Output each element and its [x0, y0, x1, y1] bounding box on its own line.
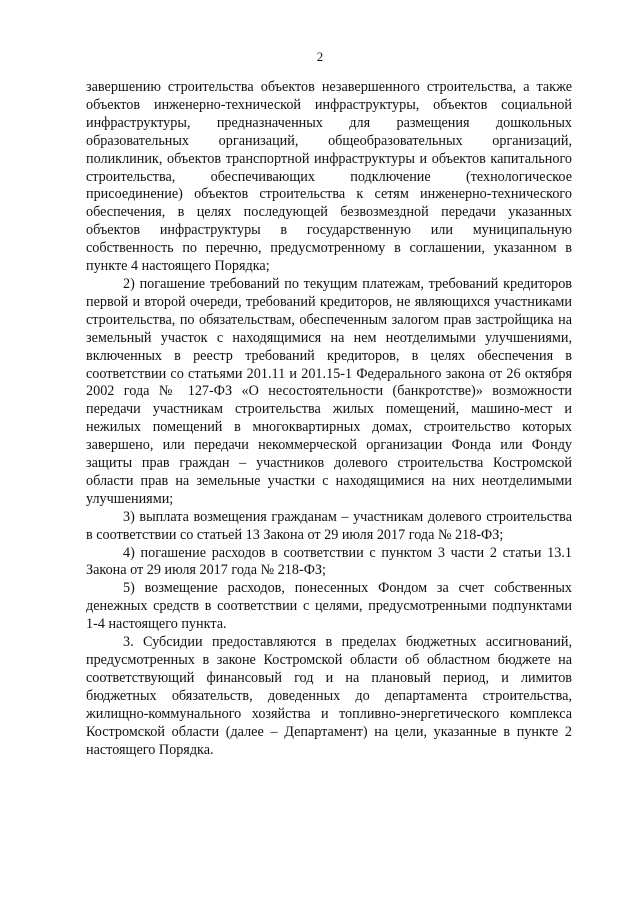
document-body — [86, 79, 572, 759]
paragraph-continuation: завершению строительства объектов незавершенного строительства, а также объектов инженерно-технической инфраструктуры, объектов социальной инфраструктуры, предназначенных для размещения дошкольных образовательных организаций, общеобразовательных организаций, поликлиник, объектов транспортной инфраструктуры и объектов капитального строительства, обеспечивающих подключение (технологическое присоединение) объектов строительства к сетям инженерно-технического обеспечения, в целях последующей безвозмездной передачи указанных объектов инфраструктуры в государственную или муниципальную собственность по перечню, предусмотренному в соглашении, указанном в пункте 4 настоящего Порядка; — [86, 79, 572, 275]
paragraph-point-3: 3. Субсидии предоставляются в пределах бюджетных ассигнований, предусмотренных в законе Костромской области об областном бюджете на соответствующий финансовый год и на плановый период, и лимитов бюджетных обязательств, доведенных до департамента строительства, жилищно-коммунального хозяйства и топливно-энергетического комплекса Костромской области (далее – Департамент) на цели, указанные в пункте 2 настоящего Порядка. — [86, 634, 572, 758]
paragraph-item-4: 4) погашение расходов в соответствии с пунктом 3 части 2 статьи 13.1 Закона от 29 июля 2017 года № 218-ФЗ; — [86, 544, 572, 579]
paragraph-item-5: 5) возмещение расходов, понесенных Фондом за счет собственных денежных средств в соответствии с целями, предусмотренными подпунктами 1-4 настоящего пункта. — [86, 580, 572, 633]
paragraph-item-2: 2) погашение требований по текущим платежам, требований кредиторов первой и второй очереди, требований кредиторов, не являющихся участниками строительства, по обязательствам, обеспеченным залогом прав застройщика на земельный участок с находящимися на нем неотделимыми улучшениями, включенных в реестр требований кредиторов, в целях обеспечения в соответствии со статьями 201.11 и 201.15-1 Федерального закона от 26 октября 2002 года № 127-ФЗ «О несостоятельности (банкротстве)» возможности передачи участникам строительства жилых помещений, машино-мест и нежилых помещений в многоквартирных домах, строительство которых завершено, или передачи некоммерческой организации Фонда или Фонду защиты прав граждан – участников долевого строительства Костромской области прав на земельные участки с находящимися на них неотделимыми улучшениями; — [86, 275, 572, 507]
paragraph-item-3: 3) выплата возмещения гражданам – участникам долевого строительства в соответствии со статьей 13 Закона от 29 июля 2017 года № 218-ФЗ; — [86, 508, 572, 543]
page-number: 2 — [316, 49, 324, 64]
